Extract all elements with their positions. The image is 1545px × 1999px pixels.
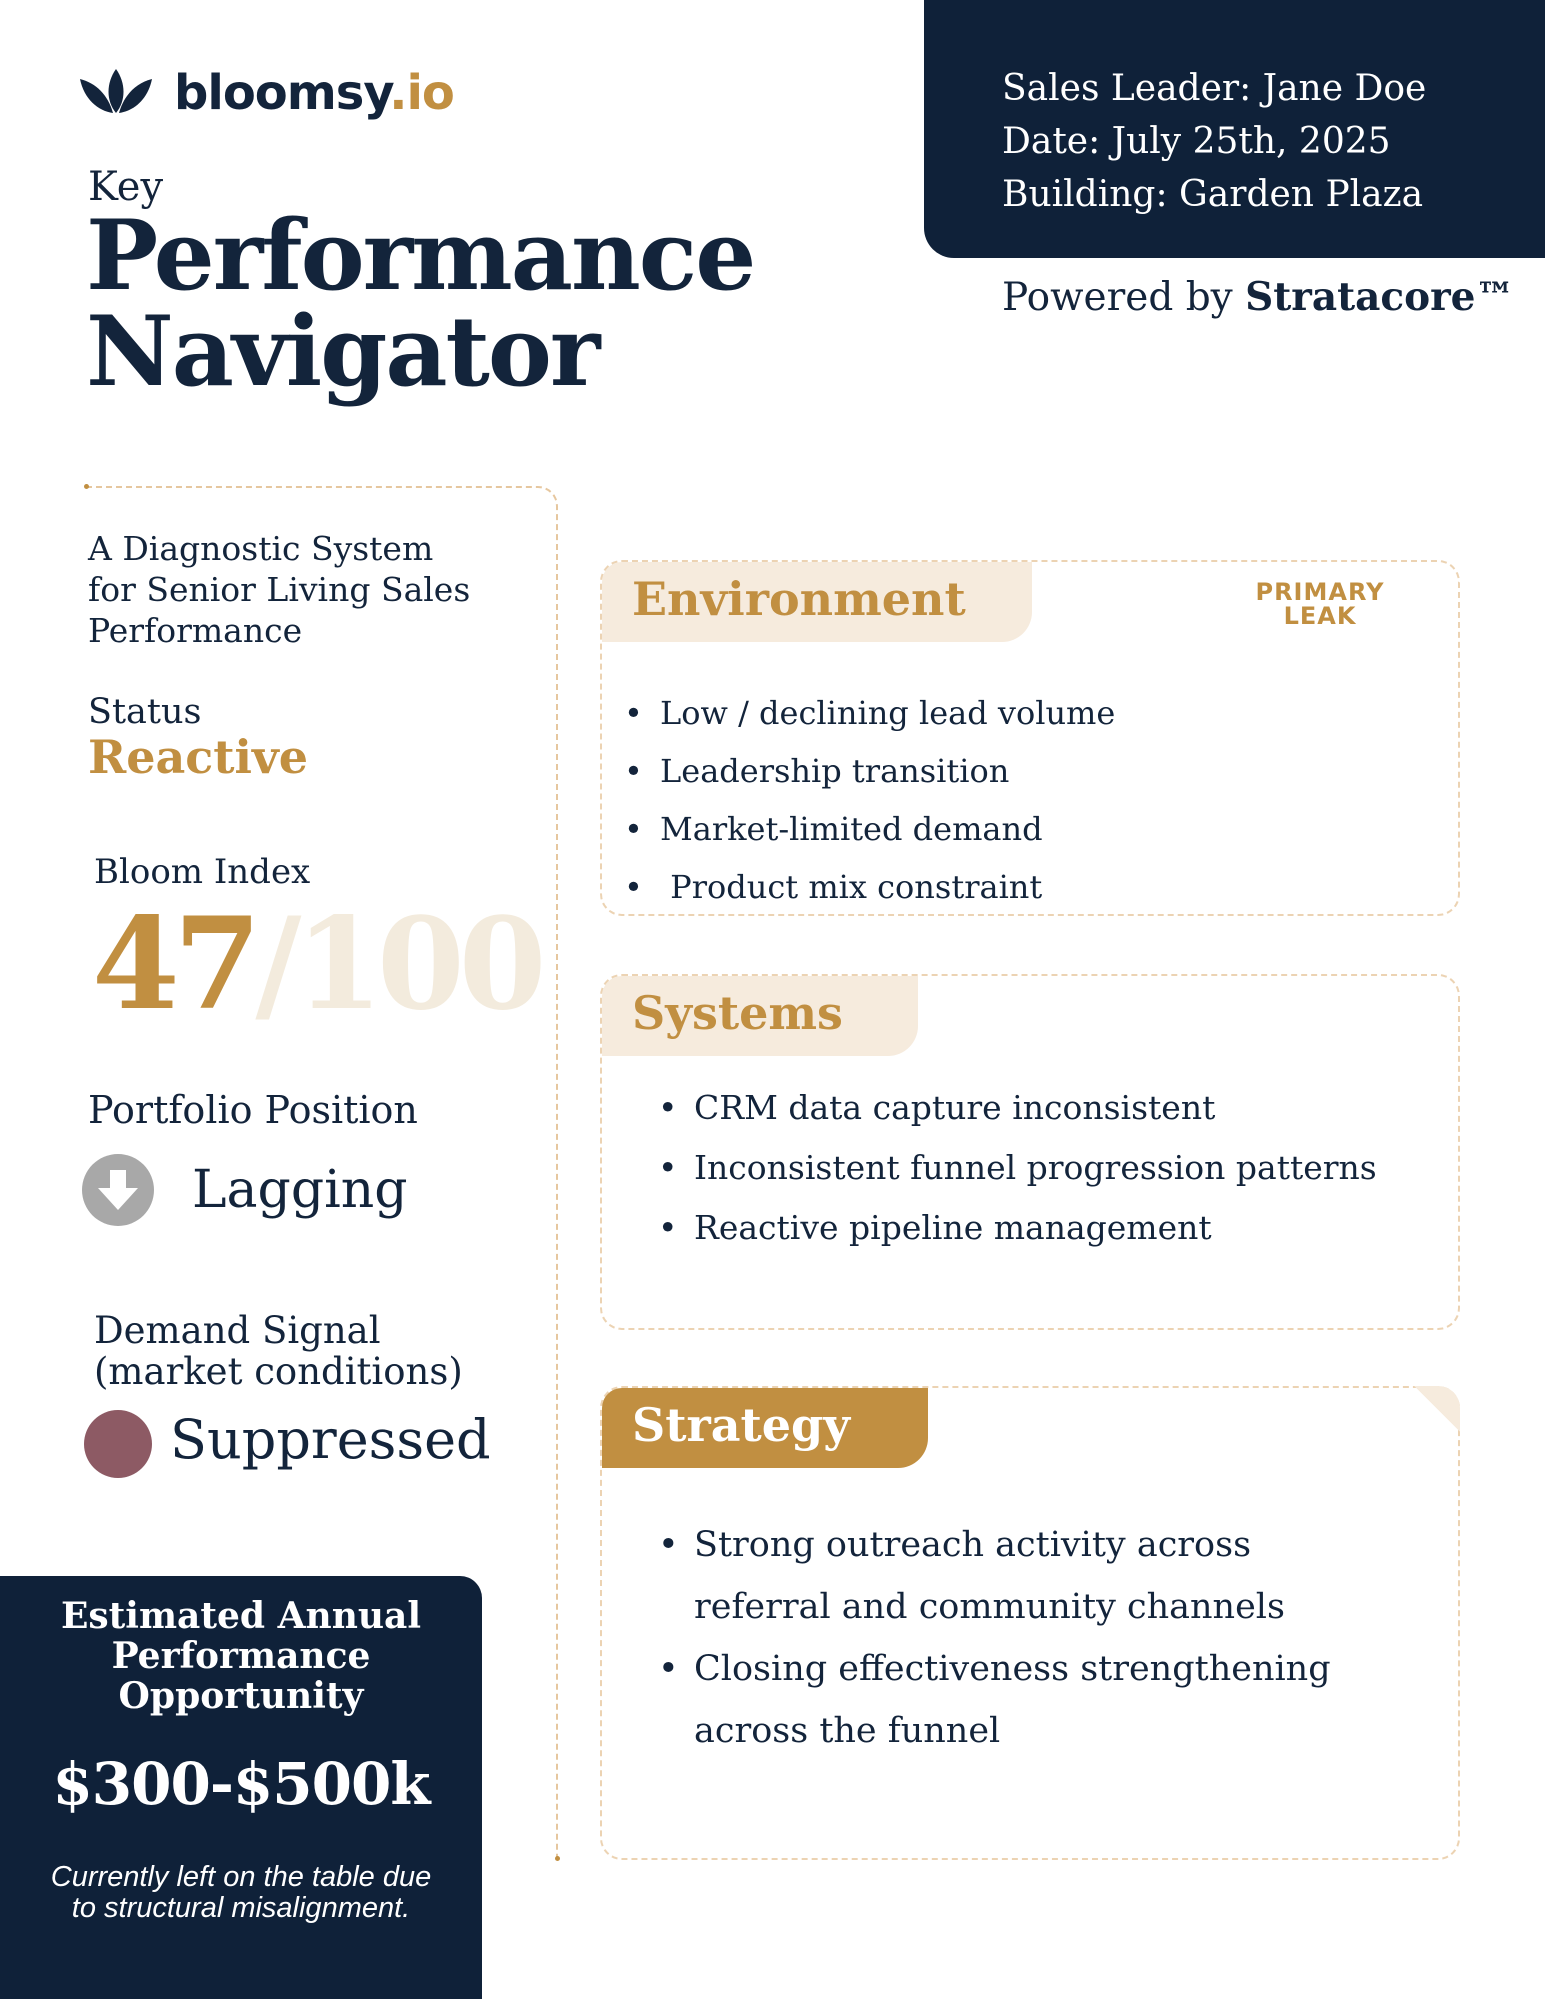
- environment-card-title: Environment: [602, 562, 1032, 642]
- demand-signal-label: Demand Signal (market conditions): [94, 1309, 463, 1393]
- card-corner-accent: [1414, 1386, 1460, 1432]
- strategy-card-title: Strategy: [602, 1388, 928, 1468]
- brand-logo: [76, 58, 456, 128]
- lotus-leaves-icon: [76, 63, 156, 123]
- list-item: • Reactive pipeline management: [658, 1198, 1377, 1258]
- page-title-line2: Navigator: [86, 295, 599, 408]
- sales-leader: Sales Leader: Jane Doe: [1002, 68, 1427, 109]
- powered-by: Powered by Stratacore™: [1002, 274, 1515, 320]
- arrow-down-circle-icon: [82, 1154, 154, 1226]
- building-name: Building: Garden Plaza: [1002, 174, 1424, 215]
- opportunity-title: Estimated Annual Performance Opportunity: [60, 1595, 422, 1717]
- report-info-box: [924, 0, 1545, 258]
- list-item: • Product mix constraint: [624, 858, 1115, 916]
- status-value: Reactive: [88, 730, 309, 784]
- list-item: • Low / declining lead volume: [624, 684, 1115, 742]
- list-item: • Closing effectiveness strengthening across the funnel: [658, 1638, 1398, 1762]
- portfolio-position-value: Lagging: [192, 1160, 408, 1220]
- primary-leak-badge: PRIMARY LEAK: [1255, 578, 1385, 630]
- list-item: • CRM data capture inconsistent: [658, 1078, 1377, 1138]
- demand-signal-value: Suppressed: [170, 1408, 491, 1471]
- environment-card: [600, 560, 1460, 916]
- brand-wordmark: bloomsy.io: [174, 65, 454, 121]
- systems-card: [600, 974, 1460, 1330]
- report-subtitle: A Diagnostic System for Senior Living Sales Performance: [88, 529, 471, 650]
- strategy-list: [658, 1514, 1398, 1762]
- panel-accent-dot: [84, 484, 89, 489]
- list-item: • Inconsistent funnel progression patterns: [658, 1138, 1377, 1198]
- status-label: Status: [88, 692, 202, 732]
- bloom-index-label: Bloom Index: [94, 852, 311, 892]
- opportunity-box: [0, 1576, 482, 1999]
- environment-list: [624, 684, 1115, 916]
- page-title-line1: Performance: [86, 199, 755, 312]
- title-kicker: Key: [88, 164, 164, 210]
- report-date: Date: July 25th, 2025: [1002, 121, 1391, 162]
- opportunity-note: Currently left on the table due to structural misalignment.: [50, 1861, 432, 1924]
- list-item: • Market-limited demand: [624, 800, 1115, 858]
- panel-accent-dot: [555, 1856, 560, 1861]
- portfolio-position-label: Portfolio Position: [88, 1088, 418, 1132]
- status-dot-icon: [84, 1410, 152, 1478]
- strategy-card: [600, 1386, 1460, 1860]
- list-item: • Leadership transition: [624, 742, 1115, 800]
- opportunity-value: $300-$500k: [52, 1750, 430, 1818]
- bloom-index-value: 47: [92, 890, 256, 1038]
- bloom-index-max: /100: [255, 890, 541, 1038]
- bloom-index-score: [92, 890, 540, 1038]
- list-item: • Strong outreach activity across referral and community channels: [658, 1514, 1398, 1638]
- systems-list: [658, 1078, 1377, 1258]
- systems-card-title: Systems: [602, 976, 918, 1056]
